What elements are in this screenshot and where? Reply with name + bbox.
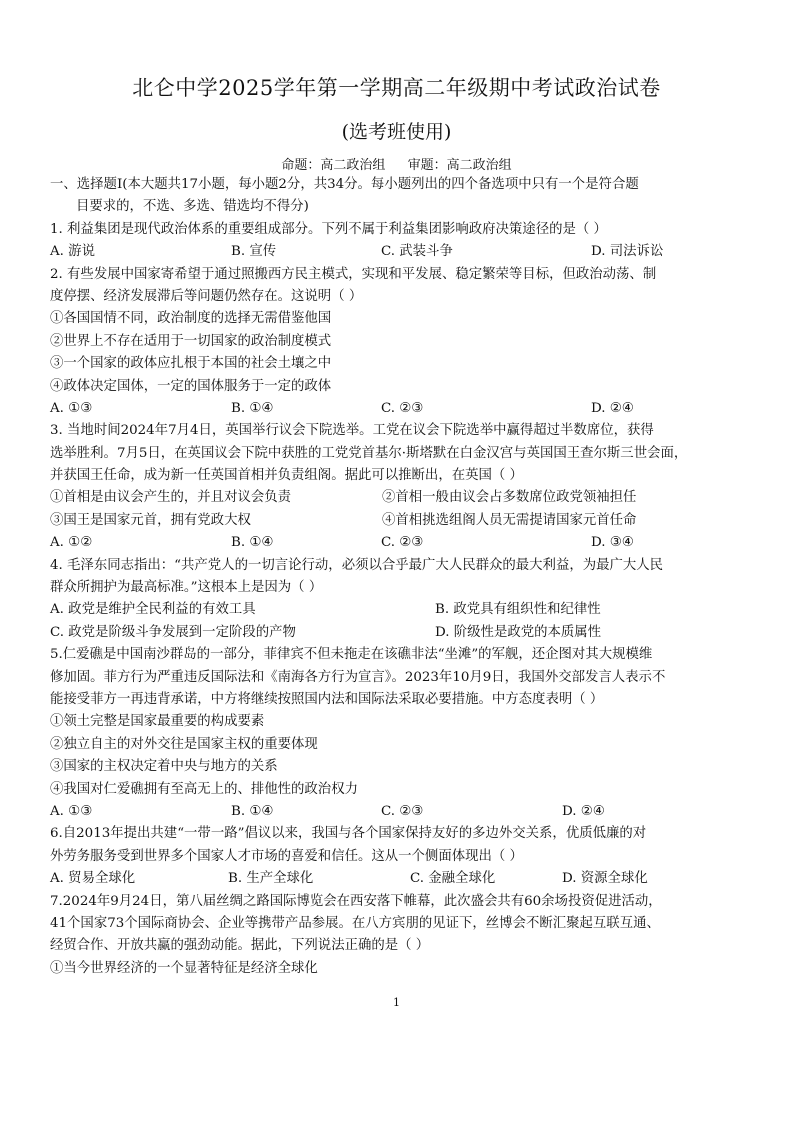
question-1-options [50,241,747,263]
q1-option-c: C. 武装斗争 [381,244,453,260]
question-4-stem: 4. 毛泽东同志指出：“共产党人的一切言论行动，必须以合乎最广大人民群众的最大利益，为最广大人民 [50,557,664,573]
q5-option-a: A. ①③ [50,803,93,819]
q2-statement-4: ④政体决定国体，一定的国体服务于一定的政体 [50,378,332,394]
q3-option-d: D. ③④ [591,535,634,551]
exam-authors [0,154,793,173]
q5-option-b: B. ①④ [231,803,274,819]
q5-option-d: D. ②④ [562,803,605,819]
q2-option-a: A. ①③ [50,400,93,416]
question-2-stem-cont: 度停摆、经济发展滞后等问题仍然存在。这说明（ ） [50,288,363,304]
q3-statements-row-2 [50,510,747,532]
q4-option-d: D. 阶级性是政党的本质属性 [435,624,602,640]
q3-statements-row-1 [50,487,747,509]
q3-statement-1: ①首相是由议会产生的，并且对议会负责 [50,490,292,506]
question-5-stem-cont: 能接受菲方一再违背承诺，中方将继续按照国内法和国际法采取必要措施。中方态度表明（ ） [50,691,604,707]
question-1-stem: 1. 利益集团是现代政治体系的重要组成部分。下列不属于利益集团影响政府决策途径的是（ ） [50,221,607,237]
q4-option-a: A. 政党是维护全民利益的有效工具 [50,602,256,618]
q2-statement-3: ③一个国家的政体应扎根于本国的社会土壤之中 [50,356,332,372]
question-7-stem: 7.2024年9月24日，第八届丝绸之路国际博览会在西安落下帷幕，此次盛会共有60余场投资促进活动， [50,893,662,909]
question-7-stem-cont: 经贸合作、开放共赢的强劲动能。据此，下列说法正确的是（ ） [50,938,430,954]
q2-option-c: C. ②③ [381,400,424,416]
q7-statement-1: ①当今世界经济的一个显著特征是经济全球化 [50,960,318,976]
exam-content [50,174,747,980]
q2-statement-1: ①各国国情不同，政治制度的选择无需借鉴他国 [50,311,332,327]
q4-options-row-2 [50,622,747,644]
exam-subtitle: (选考班使用) [341,121,452,143]
q1-option-d: D. 司法诉讼 [591,244,664,260]
section-instructions: 一、选择题Ⅰ(本大题共17小题，每小题2分，共34分。每小题列出的四个备选项中只有一个是符合题 [50,177,639,192]
question-5-options [50,801,747,823]
q4-option-c: C. 政党是阶级斗争发展到一定阶段的产物 [50,624,296,640]
section-instructions-cont: 目要求的，不选、多选、错选均不得分) [76,199,309,215]
q2-statement-2: ②世界上不存在适用于一切国家的政治制度模式 [50,333,332,349]
setter-label: 命题：高二政治组 [281,158,386,173]
q3-statement-2: ②首相一般由议会占多数席位政党领袖担任 [382,490,637,506]
page-number: 1 [393,996,400,1009]
q5-statement-4: ④我国对仁爱礁拥有至高无上的、排他性的政治权力 [50,781,358,797]
q3-option-c: C. ②③ [381,535,424,551]
q2-option-d: D. ②④ [591,400,634,416]
q5-statement-2: ②独立自主的对外交往是国家主权的重要体现 [50,736,318,752]
question-5-stem-cont: 修加固。菲方行为严重违反国际法和《南海各方行为宣言》。2023年10月9日，我国外交部发言人表示不 [50,669,666,685]
q1-option-a: A. 游说 [50,244,95,260]
question-6-options [50,868,747,890]
q6-option-d: D. 资源全球化 [562,871,648,887]
question-2-stem: 2. 有些发展中国家寄希望于通过照搬西方民主模式，实现和平发展、稳定繁荣等目标，但政治动荡、制 [50,266,657,282]
question-6-stem-cont: 外劳务服务受到世界多个国家人才市场的喜爱和信任。这从一个侧面体现出（ ） [50,848,523,864]
question-6-stem: 6.自2013年提出共建“一带一路”倡议以来，我国与各个国家保持友好的多边外交关系，优质低廉的对 [50,826,647,842]
q6-option-a: A. 贸易全球化 [50,871,136,887]
q6-option-b: B. 生产全球化 [228,871,314,887]
question-3-stem: 3. 当地时间2024年7月4日，英国举行议会下院选举。工党在议会下院选举中赢得超过半数席位，获得 [50,423,654,439]
question-3-stem-cont: 选举胜利。7月5日，在英国议会下院中获胜的工党党首基尔·斯塔默在白金汉宫与英国国王查尔斯三世会面， [50,445,688,461]
q3-statement-4: ④首相挑选组阁人员无需提请国家元首任命 [382,512,637,528]
q5-statement-3: ③国家的主权决定着中央与地方的关系 [50,759,278,775]
q2-option-b: B. ①④ [231,400,274,416]
question-5-stem: 5.仁爱礁是中国南沙群岛的一部分，菲律宾不但未拖走在该礁非法“坐滩”的军舰，还企图对其大规模维 [50,647,653,663]
q3-option-a: A. ①② [50,535,93,551]
question-4-stem-cont: 群众所拥护为最高标准。”这根本上是因为（ ） [50,580,323,596]
question-2-options [50,398,747,420]
q3-option-b: B. ①④ [231,535,274,551]
q5-option-c: C. ②③ [381,803,424,819]
reviewer-label: 审题：高二政治组 [407,158,512,173]
q1-option-b: B. 宣传 [231,244,277,260]
q4-options-row-1 [50,599,747,621]
q6-option-c: C. 金融全球化 [410,871,496,887]
exam-title: 北仑中学2025学年第一学期高二年级期中考试政治试卷 [132,76,661,100]
q4-option-b: B. 政党具有组织性和纪律性 [435,602,601,618]
question-3-options [50,532,747,554]
q3-statement-3: ③国王是国家元首，拥有党政大权 [50,512,251,528]
q5-statement-1: ①领土完整是国家最重要的构成要素 [50,714,265,730]
question-7-stem-cont: 41个国家73个国际商协会、企业等携带产品参展。在八方宾朋的见证下，丝博会不断汇聚起互联互通、 [50,915,660,931]
question-3-stem-cont: 并获国王任命，成为新一任英国首相并负责组阁。据此可以推断出，在英国（ ） [50,468,523,484]
